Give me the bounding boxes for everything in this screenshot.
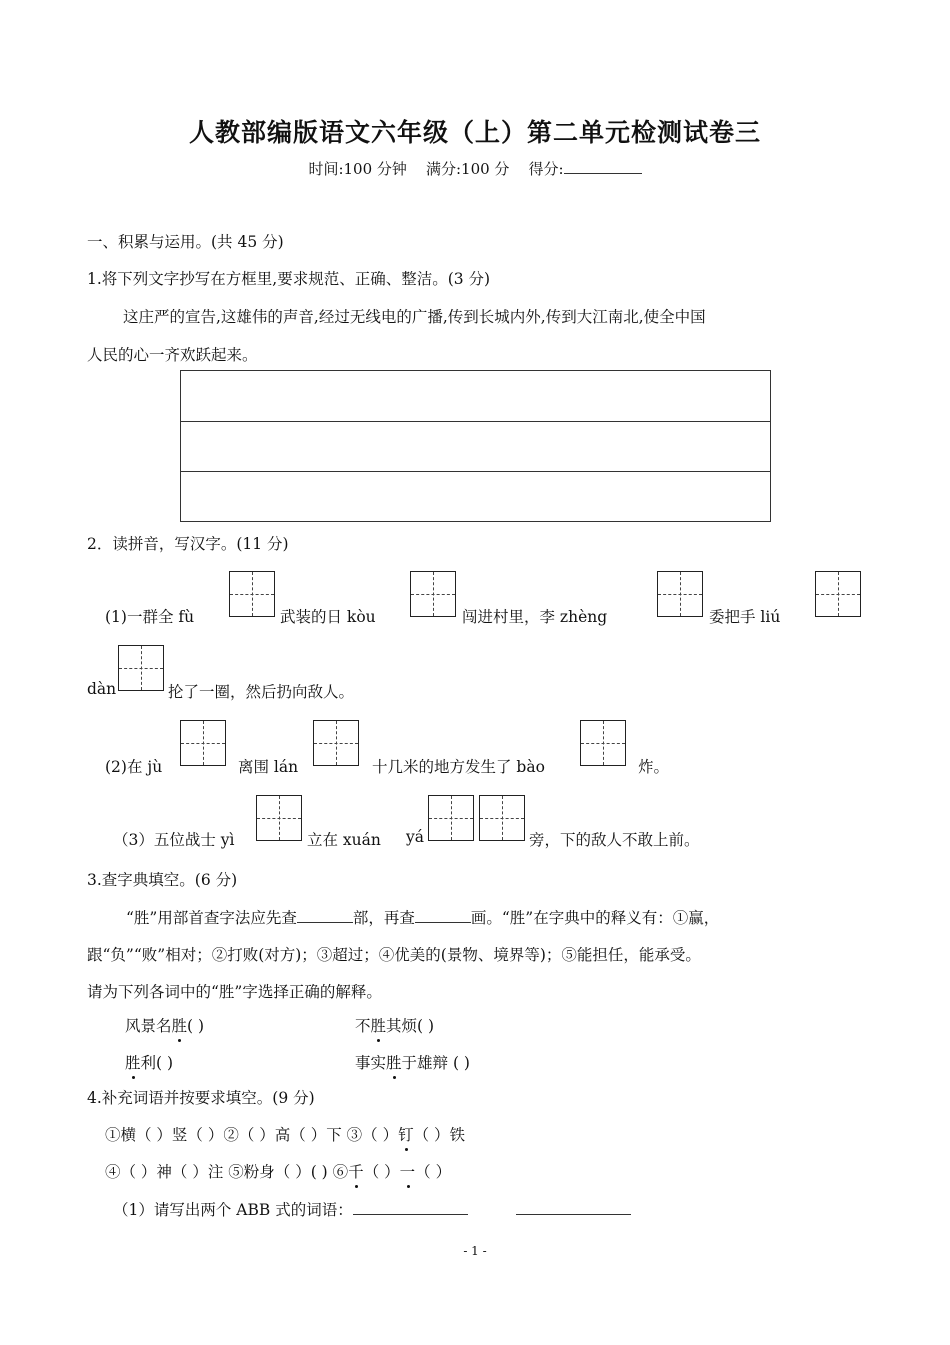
- tian-grid-box[interactable]: [256, 795, 302, 841]
- q3-text: 不: [355, 1017, 371, 1035]
- q2-label: 2．读拼音，写汉字。(11 分): [87, 535, 289, 553]
- dotted-char: 一: [400, 1160, 416, 1182]
- tian-grid-box[interactable]: [580, 720, 626, 766]
- q4-subquestion-1: [113, 1198, 631, 1220]
- q4-idiom-line2[interactable]: [105, 1160, 451, 1182]
- q2-text: 武装的日 kòu: [280, 608, 376, 626]
- q3-word-item[interactable]: [125, 1014, 204, 1036]
- q4-label: 4.补充词语并按要求填空。(9 分): [87, 1089, 315, 1107]
- q3-text: 画。“胜”在字典中的释义有：①赢，: [470, 909, 720, 927]
- q1-passage-line2: 人民的心一齐欢跃起来。: [87, 346, 258, 364]
- q3-text: 风景名: [125, 1017, 172, 1035]
- q3-text: ( ): [187, 1017, 205, 1035]
- exam-time: 时间:100 分钟: [308, 160, 407, 178]
- q3-text: “胜”用部首查字法应先查: [126, 909, 297, 927]
- exam-full-score: 满分:100 分: [425, 160, 510, 178]
- document-title: 人教部编版语文六年级（上）第二单元检测试卷三: [188, 118, 761, 147]
- score-blank[interactable]: [564, 157, 642, 174]
- q3-paragraph-line1: [126, 906, 719, 928]
- q3-text: 其烦( ): [386, 1017, 435, 1035]
- q3-text: 于雄辩 ( ): [401, 1054, 470, 1072]
- dotted-char: 千: [348, 1160, 364, 1182]
- q2-text: (2)在 jù: [105, 758, 163, 776]
- q3-paragraph-line2: 跟“负”“败”相对；②打败(对方)；③超过；④优美的(景物、境界等)；⑤能担任，能承受。: [87, 946, 701, 964]
- q3-paragraph-line3: 请为下列各词中的“胜”字选择正确的解释。: [87, 983, 382, 1001]
- dotted-char: 胜: [172, 1014, 188, 1036]
- section-heading: 一、积累与运用。(共 45 分): [87, 233, 284, 251]
- q1-label: 1.将下列文字抄写在方框里,要求规范、正确、整洁。(3 分): [87, 270, 491, 288]
- q4-text: （ ）: [415, 1163, 452, 1181]
- abb-word-blank-2[interactable]: [516, 1198, 631, 1215]
- q4-text: （ ）: [363, 1163, 400, 1181]
- tian-grid-box[interactable]: [229, 571, 275, 617]
- q4-text: （ ）铁: [413, 1126, 466, 1144]
- tian-grid-box[interactable]: [657, 571, 703, 617]
- exam-info: [0, 157, 950, 179]
- copy-box-divider: [181, 471, 770, 472]
- q2-text: 炸。: [638, 758, 670, 776]
- tian-grid-box[interactable]: [428, 795, 474, 841]
- radical-blank[interactable]: [297, 906, 353, 923]
- dotted-char: 胜: [371, 1014, 387, 1036]
- q2-text: 旁，下的敌人不敢上前。: [529, 831, 700, 849]
- q2-text: （3）五位战士 yì: [113, 831, 235, 849]
- q3-word-item[interactable]: [355, 1014, 434, 1036]
- page-number: - 1 -: [463, 1244, 487, 1258]
- q2-text: 抡了一圈，然后扔向敌人。: [168, 683, 355, 701]
- q2-text: 十几米的地方发生了 bào: [372, 758, 545, 776]
- exam-score-label: 得分:: [528, 160, 564, 178]
- tian-grid-box[interactable]: [410, 571, 456, 617]
- dotted-char: 胜: [125, 1051, 141, 1073]
- dotted-char: 钉: [398, 1123, 414, 1145]
- copy-box-divider: [181, 421, 770, 422]
- stroke-count-blank[interactable]: [415, 906, 471, 923]
- q2-text: dàn: [87, 680, 117, 698]
- q3-text: 部，再查: [352, 909, 415, 927]
- tian-grid-box[interactable]: [180, 720, 226, 766]
- q2-text: 委把手 liú: [709, 608, 781, 626]
- dotted-char: 胜: [386, 1051, 402, 1073]
- tian-grid-box[interactable]: [313, 720, 359, 766]
- tian-grid-box[interactable]: [118, 645, 164, 691]
- q3-label: 3.查字典填空。(6 分): [87, 871, 238, 889]
- tian-grid-box[interactable]: [479, 795, 525, 841]
- q2-text: 闯进村里，李 zhèng: [462, 608, 608, 626]
- copy-writing-box[interactable]: [180, 370, 771, 522]
- q4-text: ④（ ）神（ ）注 ⑤粉身（ ）( ) ⑥: [105, 1163, 349, 1181]
- tian-grid-box[interactable]: [815, 571, 861, 617]
- q3-text: 利( ): [140, 1054, 174, 1072]
- q3-word-item[interactable]: [355, 1051, 470, 1073]
- q1-passage-line1: 这庄严的宣告,这雄伟的声音,经过无线电的广播,传到长城内外,传到大江南北,使全中国: [123, 308, 706, 326]
- q2-text: (1)一群全 fù: [105, 608, 195, 626]
- q3-text: 事实: [355, 1054, 387, 1072]
- q4-text: （1）请写出两个 ABB 式的词语：: [113, 1201, 353, 1219]
- q2-text: 离围 lán: [238, 758, 299, 776]
- abb-word-blank-1[interactable]: [353, 1198, 468, 1215]
- q4-text: ①横（ ）竖（ ）②（ ）高（ ）下 ③（ ）: [105, 1126, 399, 1144]
- q4-idiom-line1[interactable]: [105, 1123, 465, 1145]
- q3-word-item[interactable]: [125, 1051, 173, 1073]
- q2-text: yá: [406, 828, 424, 846]
- q2-text: 立在 xuán: [307, 831, 381, 849]
